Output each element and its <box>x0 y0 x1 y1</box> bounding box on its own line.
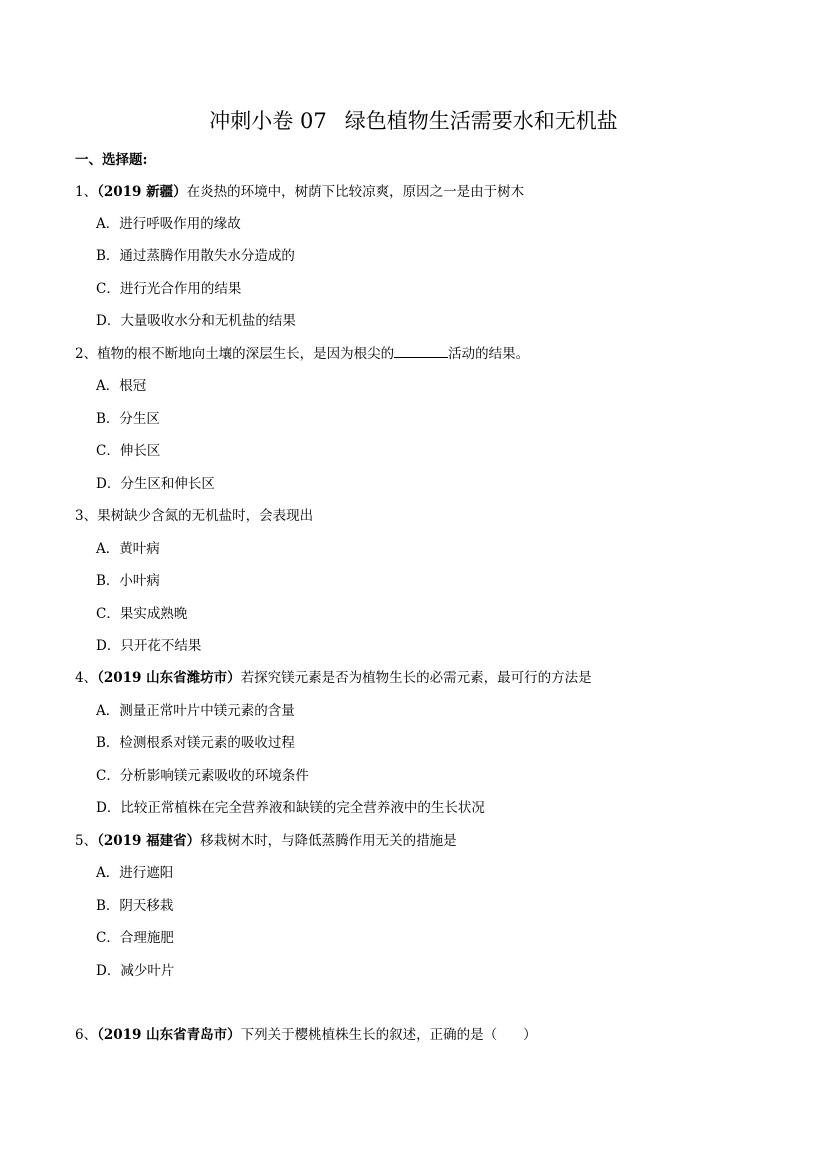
question-3-option-c: C．果实成熟晚 <box>96 606 188 622</box>
answer-blank <box>394 344 448 358</box>
question-3-option-a: A．黄叶病 <box>96 541 160 557</box>
question-2-option-a: A．根冠 <box>96 378 147 394</box>
question-5-stem: 5、（2019 福建省）移栽树木时，与降低蒸腾作用无关的措施是 <box>75 833 457 849</box>
question-6-source: 2019 山东省青岛市 <box>103 1027 228 1043</box>
question-4-option-a: A．测量正常叶片中镁元素的含量 <box>96 703 295 719</box>
question-5-source: 2019 福建省 <box>103 833 187 849</box>
paper-title-main: 绿色植物生活需要水和无机盐 <box>344 109 618 133</box>
question-1-option-d: D．大量吸收水分和无机盐的结果 <box>96 313 296 329</box>
question-4-stem: 4、（2019 山东省潍坊市）若探究镁元素是否为植物生长的必需元素，最可行的方法是 <box>75 670 592 686</box>
question-4-option-d: D．比较正常植株在完全营养液和缺镁的完全营养液中的生长状况 <box>96 800 485 816</box>
paper-title-prefix: 冲刺小卷 07 <box>209 109 327 133</box>
question-5-option-d: D．减少叶片 <box>96 963 175 979</box>
paper-title <box>0 104 827 138</box>
question-3-option-b: B．小叶病 <box>96 573 160 589</box>
question-4-option-b: B．检测根系对镁元素的吸收过程 <box>96 735 295 751</box>
question-2-option-c: C．伸长区 <box>96 443 161 459</box>
question-3-option-d: D．只开花不结果 <box>96 638 202 654</box>
question-2-option-b: B．分生区 <box>96 411 160 427</box>
section-heading: 一、选择题: <box>75 152 148 168</box>
question-1-option-a: A．进行呼吸作用的缘故 <box>96 216 241 232</box>
question-2-option-d: D．分生区和伸长区 <box>96 476 215 492</box>
question-4-source: 2019 山东省潍坊市 <box>103 670 228 686</box>
question-1-option-b: B．通过蒸腾作用散失水分造成的 <box>96 248 295 264</box>
question-6-stem: 6、（2019 山东省青岛市）下列关于樱桃植株生长的叙述，正确的是（ ） <box>75 1027 537 1043</box>
question-1-option-c: C．进行光合作用的结果 <box>96 281 242 297</box>
question-1-source: 2019 新疆 <box>103 184 174 200</box>
question-2-stem: 2、植物的根不断地向土壤的深层生长，是因为根尖的 活动的结果。 <box>75 346 530 362</box>
question-5-option-a: A．进行遮阳 <box>96 865 174 881</box>
question-5-option-c: C．合理施肥 <box>96 930 174 946</box>
question-4-option-c: C．分析影响镁元素吸收的环境条件 <box>96 768 309 784</box>
question-1-stem: 1、（2019 新疆）在炎热的环境中，树荫下比较凉爽，原因之一是由于树木 <box>75 184 525 200</box>
question-5-option-b: B．阴天移栽 <box>96 898 174 914</box>
question-3-stem: 3、果树缺少含氮的无机盐时，会表现出 <box>75 508 314 524</box>
